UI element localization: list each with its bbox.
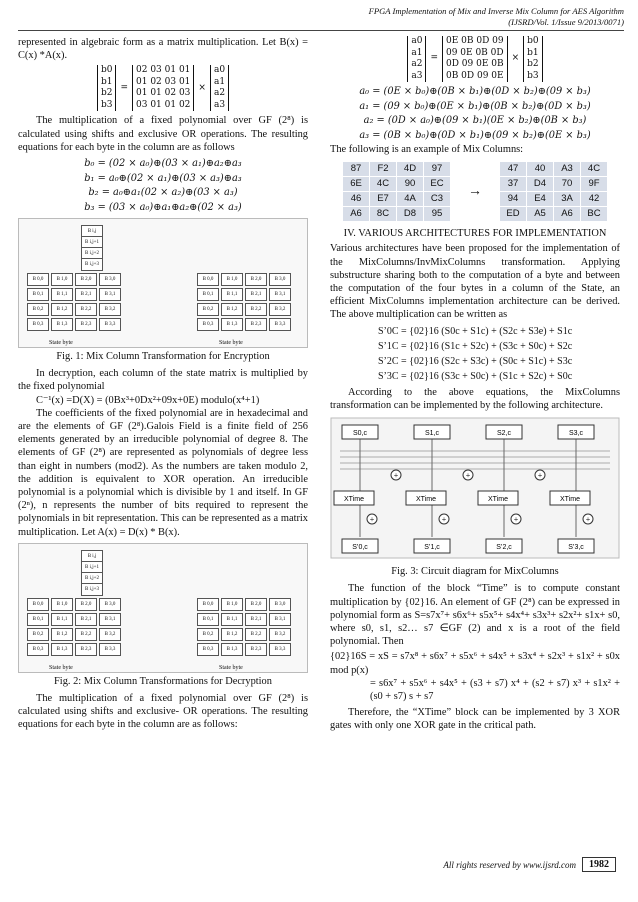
state-cell: 4A (397, 192, 423, 206)
paragraph: represented in algebraic form as a matrix multiplication. Let B(x) = C(x) *A(x). (18, 37, 308, 62)
figure-label: State byte (219, 340, 243, 347)
state-box: B 2,2 (75, 628, 97, 641)
xtime-label: XTime (344, 496, 364, 504)
xor-symbol: + (537, 471, 543, 481)
state-box: B 3,0 (99, 273, 121, 286)
equation: a₃ = (0B × b₀)⊕(0D × b₁)⊕(09 × b₂)⊕(0E × b₃) (359, 129, 591, 141)
matrix-coeff (442, 36, 508, 82)
matrix-lhs (97, 65, 117, 111)
xor-symbol: + (513, 515, 519, 525)
state-box: B 0,3 (197, 643, 219, 656)
state-box: B 1,2 (221, 303, 243, 316)
equation: b₁ = a₀⊕(02 × a₁)⊕(03 × a₃)⊕a₃ (84, 172, 242, 184)
paragraph: The multiplication of a fixed polynomial over GF (2⁸) is calculated using shifts and exclusive- OR operations. The resulting equations for each byte in the column are as follows: (18, 693, 308, 731)
xtime-label: XTime (560, 496, 580, 504)
state-box: B 1,3 (221, 643, 243, 656)
state-box: B i,j+1 (81, 236, 103, 249)
state-box: B i,j+3 (81, 258, 103, 271)
state-box: B 3,1 (269, 613, 291, 626)
state-box: B 0,1 (27, 288, 49, 301)
matrix-entry: b1 (527, 47, 539, 58)
state-cell: 46 (343, 192, 369, 206)
xor-symbol: + (393, 471, 399, 481)
state-box: B 3,2 (269, 628, 291, 641)
matrix-lhs (407, 36, 426, 82)
state-cell: C3 (424, 192, 450, 206)
header-issue: (IJSRD/Vol. 1/Issue 9/2013/0071) (508, 17, 624, 27)
state-box: B 1,1 (51, 613, 73, 626)
state-box: B 0,3 (197, 318, 219, 331)
equation: a₂ = (0D × a₀)⊕(09 × b₁)(0E × b₂)⊕(0B × b₃) (363, 115, 587, 126)
matrix-row: 0D 09 0E 0B (445, 59, 504, 69)
state-cell: 40 (527, 162, 553, 176)
inverse-equations (330, 85, 620, 143)
state-cell: A6 (554, 207, 580, 221)
state-box: B 1,0 (51, 273, 73, 286)
state-box: B 0,3 (27, 643, 49, 656)
matrix-row: 01 01 02 03 (136, 88, 191, 99)
state-box: B 2,0 (75, 273, 97, 286)
equation-inverse: C⁻¹(x) =D(X) = (0Bx³+0Dx²+09x+0E) modulo(x⁴+1) (36, 394, 260, 406)
equation-xtime-reduced: = s6x⁷ + s5x⁶ + s4x⁵ + (s3 + s7) x⁴ + (s2 + s7) x³ + s1x² + (s0 + s7) s + s7 (370, 677, 620, 703)
equation: S’3C = {02}16 (S3c + S0c) + (S1c + S2c) + S0c (378, 370, 573, 382)
state-box: B 0,0 (197, 273, 219, 286)
matrix-entry: a0 (213, 65, 226, 76)
state-equations (330, 324, 620, 384)
state-cell: 42 (581, 192, 607, 206)
xor-symbol: + (441, 515, 447, 525)
output-label: S’2,c (496, 544, 512, 552)
matrix-entry: b2 (527, 59, 539, 69)
state-box: B 1,1 (221, 288, 243, 301)
state-cell: 47 (500, 162, 526, 176)
matrix-row: 09 0E 0B 0D (445, 47, 504, 58)
matrix-rhs (210, 65, 229, 111)
state-box: B 3,1 (99, 613, 121, 626)
state-box: B 2,2 (75, 303, 97, 316)
state-cell: 95 (424, 207, 450, 221)
state-box: B 0,1 (197, 613, 219, 626)
xor-symbol: + (369, 515, 375, 525)
figure-3-caption: Fig. 3: Circuit diagram for MixColumns (391, 566, 559, 578)
state-cell: 4C (370, 177, 396, 191)
state-box: B 1,3 (51, 318, 73, 331)
equation: b₀ = (02 × a₀)⊕(03 × a₁)⊕a₂⊕a₃ (84, 158, 242, 170)
matrix-entry: a1 (213, 76, 226, 87)
state-box: B 1,2 (51, 628, 73, 641)
figure-label: State byte (219, 664, 243, 671)
matrix-entry: a3 (213, 99, 226, 110)
xtime-label: XTime (416, 496, 436, 504)
state-cell: E7 (370, 192, 396, 206)
input-label: S0,c (352, 430, 368, 438)
state-box: B 3,0 (269, 273, 291, 286)
state-box: B 0,0 (27, 273, 49, 286)
state-cell: D4 (527, 177, 553, 191)
state-cell: 8C (370, 207, 396, 221)
state-box: B 2,2 (245, 628, 267, 641)
state-box: B 0,2 (27, 303, 49, 316)
state-box: B 2,3 (245, 318, 267, 331)
state-cell: 70 (554, 177, 580, 191)
state-box: B 1,1 (221, 613, 243, 626)
right-column (330, 36, 620, 733)
state-cell: A5 (527, 207, 553, 221)
input-label: S3,c (568, 430, 584, 438)
input-label: S2,c (496, 430, 512, 438)
state-cell: E4 (527, 192, 553, 206)
state-cell: 3A (554, 192, 580, 206)
state-box: B 2,3 (245, 643, 267, 656)
state-box: B 3,3 (99, 643, 121, 656)
state-box: B 1,1 (51, 288, 73, 301)
equation: S’2C = {02}16 (S2c + S3c) + (S0c + S1c) + S3c (378, 355, 573, 367)
header-title: FPGA Implementation of Mix and Inverse Mix Column for AES Algorithm (368, 6, 624, 16)
figure-label: State byte (49, 664, 73, 671)
equation: a₁ = (09 × b₀)⊕(0E × b₁)⊕(0B × b₂)⊕(0D × b₃) (359, 100, 591, 112)
arrow-icon: → (468, 184, 482, 200)
state-box: B 3,3 (99, 318, 121, 331)
matrix-entry: b0 (100, 65, 113, 76)
state-cell: 6E (343, 177, 369, 191)
matrix-entry: b1 (100, 76, 113, 87)
decryption-matrix (330, 36, 620, 82)
state-box: B 3,0 (269, 598, 291, 611)
state-box: B 2,0 (75, 598, 97, 611)
times-sign: × (511, 53, 520, 64)
mixcolumn-example (330, 162, 620, 221)
equation: S’1C = {02}16 (S1c + S2c) + (S3c + S0c) + S2c (378, 340, 573, 352)
header-rule (18, 30, 624, 31)
matrix-coeff (132, 65, 194, 111)
paragraph: Various architectures have been proposed for the implementation of the MixColumns/InvMixColumns transformation. Applying substructure sharing both to the computation of a byte and between the computation of the four bytes in a column of the State, an efficient MixColumns implementation architecture can be derived. The above multiplication can be written as (330, 243, 620, 321)
state-cell: 4D (397, 162, 423, 176)
times-sign: × (198, 82, 206, 93)
matrix-row: 03 01 01 02 (136, 99, 191, 110)
state-box: B 1,0 (221, 273, 243, 286)
matrix-entry: b3 (527, 70, 539, 81)
state-cell: BC (581, 207, 607, 221)
matrix-entry: a2 (213, 88, 226, 99)
figure-3-diagram (330, 417, 620, 563)
figure-1-diagram (18, 218, 308, 348)
state-box: B 1,3 (51, 643, 73, 656)
state-box: B i,j+1 (81, 561, 103, 574)
left-column (18, 36, 308, 732)
figure-label: State byte (49, 340, 73, 347)
state-box: B 3,2 (99, 628, 121, 641)
state-box: B 1,2 (51, 303, 73, 316)
paragraph: According to the above equations, the MixColumns transformation can be implemented by the following architecture. (330, 386, 620, 411)
output-label: S’0,c (352, 544, 368, 552)
xtime-label: XTime (488, 496, 508, 504)
state-box: B 0,0 (27, 598, 49, 611)
state-box: B 1,0 (51, 598, 73, 611)
state-box: B i,j (81, 550, 103, 563)
matrix-row: 0E 0B 0D 09 (445, 36, 504, 46)
matrix-entry: b3 (100, 99, 113, 110)
state-box: B 2,1 (245, 288, 267, 301)
input-label: S1,c (424, 430, 440, 438)
running-header (369, 6, 624, 28)
example-input-grid (343, 162, 450, 221)
state-cell: 94 (500, 192, 526, 206)
state-box: B 0,2 (27, 628, 49, 641)
state-box: B 3,2 (99, 303, 121, 316)
state-box: B 2,3 (75, 318, 97, 331)
state-box: B 0,1 (197, 288, 219, 301)
state-cell: EC (424, 177, 450, 191)
xor-symbol: + (585, 515, 591, 525)
state-cell: 4C (581, 162, 607, 176)
matrix-rhs (523, 36, 543, 82)
matrix-entry: a2 (411, 59, 423, 69)
footer (443, 857, 616, 872)
state-cell: 97 (424, 162, 450, 176)
state-box: B i,j (81, 225, 103, 238)
state-box: B 2,0 (245, 273, 267, 286)
state-box: B 3,1 (99, 288, 121, 301)
state-box: B 0,1 (27, 613, 49, 626)
state-cell: ED (500, 207, 526, 221)
paragraph: The following is an example of Mix Columns: (330, 144, 524, 155)
encryption-matrix (18, 65, 308, 111)
matrix-entry: a1 (411, 47, 423, 58)
figure-2-caption: Fig. 2: Mix Column Transformations for Decryption (54, 675, 272, 687)
state-cell: 90 (397, 177, 423, 191)
equals-sign: = (430, 53, 438, 64)
state-cell: A6 (343, 207, 369, 221)
state-box: B 0,2 (197, 303, 219, 316)
paragraph: In decryption, each column of the state matrix is multiplied by the fixed polynomial (18, 368, 308, 393)
state-box: B 0,2 (197, 628, 219, 641)
equation: b₃ = (03 × a₀)⊕a₁⊕a₂⊕(02 × a₃) (84, 201, 242, 213)
matrix-entry: a0 (411, 36, 423, 46)
state-cell: A3 (554, 162, 580, 176)
state-cell: 9F (581, 177, 607, 191)
state-box: B 2,2 (245, 303, 267, 316)
example-output-grid (500, 162, 607, 221)
state-box: B 3,3 (269, 643, 291, 656)
state-box: B 3,3 (269, 318, 291, 331)
state-cell: F2 (370, 162, 396, 176)
page-number: 1982 (582, 857, 616, 872)
state-box: B 2,1 (245, 613, 267, 626)
state-box: B i,j+3 (81, 583, 103, 596)
section-heading: IV. VARIOUS ARCHITECTURES FOR IMPLEMENTATION (343, 228, 607, 240)
state-box: B 1,0 (221, 598, 243, 611)
xor-symbol: + (465, 471, 471, 481)
equation: a₀ = (0E × b₀)⊕(0B × b₁)⊕(0D × b₂)⊕(09 × b₃) (359, 86, 591, 97)
paragraph: Therefore, the “XTime” block can be implemented by 3 XOR gates with only one XOR gate in the critical path. (330, 707, 620, 732)
matrix-entry: a3 (411, 70, 423, 81)
equals-sign: = (120, 82, 128, 93)
equation: S’0C = {02}16 (S0c + S1c) + (S2c + S3e) + S1c (378, 325, 573, 337)
state-box: B 3,1 (269, 288, 291, 301)
state-box: B 2,3 (75, 643, 97, 656)
state-cell: D8 (397, 207, 423, 221)
paragraph: The multiplication of a fixed polynomial over GF (2⁸) is calculated using shifts and exclusive OR operations. The resulting equations for each byte in the column are as follows (18, 115, 308, 153)
state-box: B 0,3 (27, 318, 49, 331)
matrix-entry: b2 (100, 88, 113, 99)
state-box: B 2,0 (245, 598, 267, 611)
paragraph: The function of the block “Time” is to compute constant multiplication by {02}16. An element of GF (2⁸) can be expressed in polynomial form as S=s7x⁷+ s6x⁶+ s5x⁵+ s4x⁴+ s3x³+ s2x²+ s1x+ s0, where s0, s1, s2… s7 ∈GF (2) and x is a root of the field polynomial. Then (330, 583, 620, 648)
state-cell: 87 (343, 162, 369, 176)
output-label: S’1,c (424, 544, 440, 552)
state-box: B 1,3 (221, 318, 243, 331)
state-box: B i,j+2 (81, 572, 103, 585)
figure-1-caption: Fig. 1: Mix Column Transformation for Encryption (56, 351, 270, 363)
matrix-row: 01 02 03 01 (136, 76, 191, 87)
state-box: B i,j+2 (81, 247, 103, 260)
figure-2-diagram (18, 543, 308, 673)
copyright: All rights reserved by www.ijsrd.com (443, 859, 576, 870)
paragraph: The coefficients of the fixed polynomial are in hexadecimal and are the elements of GF (2⁸).Galois Field is a finite field of 256 elements generated by an irreducible polynomial of degree 8. The elements of GF (2⁸) are represented as polynomials of degree less than eight in numbers (mod2). As the numbers are taken modulo 2, the addition is equivalent to XOR operation. An irreducible polynomial is a polynomial which is divisible by 1 and itself. In GF (2ⁿ), n represents the number of bits required to represent the polynomials in bit representation. This can be represented as a matrix multiplication. Let A(x) = D(x) * B(x). (18, 407, 308, 538)
matrix-entry: b0 (527, 36, 539, 46)
output-label: S’3,c (568, 544, 584, 552)
state-box: B 0,0 (197, 598, 219, 611)
equation: b₂ = a₀⊕a₁(02 × a₂)⊕(03 × a₃) (88, 187, 238, 199)
equation-xtime: {02}16S = xS = s7x⁸ + s6x⁷ + s5x⁶ + s4x⁵ + s3x⁴ + s2x³ + s1x² + s0x mod p(x) (330, 651, 620, 676)
state-cell: 37 (500, 177, 526, 191)
state-box: B 2,1 (75, 288, 97, 301)
matrix-row: 02 03 01 01 (136, 65, 191, 76)
state-box: B 1,2 (221, 628, 243, 641)
state-box: B 3,0 (99, 598, 121, 611)
matrix-row: 0B 0D 09 0E (445, 70, 504, 81)
state-box: B 3,2 (269, 303, 291, 316)
mixcolumn-circuit (330, 417, 620, 559)
state-box: B 2,1 (75, 613, 97, 626)
byte-equations (18, 157, 308, 215)
